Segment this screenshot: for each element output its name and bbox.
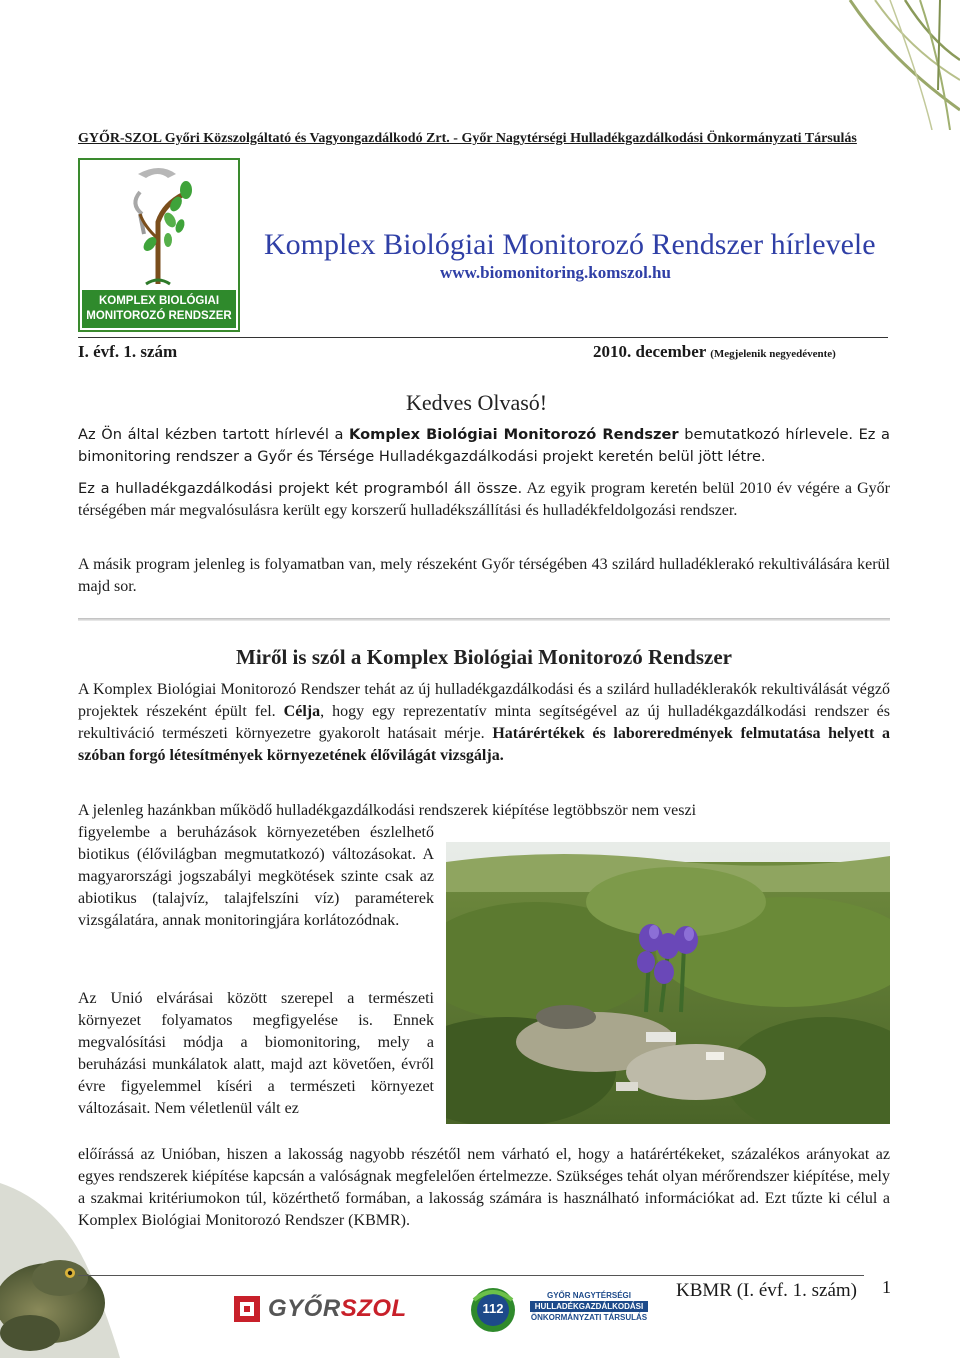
greeting: Kedves Olvasó!: [406, 390, 548, 415]
intro-paragraph-1: [78, 424, 890, 468]
section-paragraph-3-narrow: Az Unió elvárásai között szerepel a természeti környezet folyamatos megfigyelése is. Ennek megvalósítási módja a biomonitoring, mely a beruházási munkálatok alatt, majd azt követően, évről évre figyelemmel kíséri a természeti környezet változásait. Nem véletlenül vált ez: [78, 990, 434, 1117]
section-divider: [78, 618, 890, 621]
logo-line-2: MONITOROZÓ RENDSZER: [86, 310, 232, 322]
section-p1-text: A Komplex Biológiai Monitorozó Rendszer tehát az új hulladékgazdálkodási és a szilárd hulladéklerakók rekultiválását végző projektek részeként épült fel.: [78, 681, 890, 720]
section-paragraph-3-wide: előírássá az Unióban, hiszen a lakosság nagyobb részétől nem várható el, hogy a határértékeket, százalékos arányokat az egyes rendszerek kiépítése kapcsán a valóságnak megfelelően értelmezze. Szükséges tehát olyan mérőrendszer kiépítése, mely a szakmai kritériumokon túl, közérthető formában, a lakosság számára is használható információkat ad. Ezt tűzte ki célul a Komplex Biológiai Monitorozó Rendszer (KBMR).: [78, 1146, 890, 1229]
gyorszol-text-gyor: GYŐR: [268, 1295, 341, 1322]
footer-divider: [78, 1275, 864, 1276]
intro-p1-bold: Komplex Biológiai Monitorozó Rendszer: [349, 426, 679, 443]
section-paragraph-2-first-line: A jelenleg hazánkban működő hulladékgazdálkodási rendszerek kiépítése legtöbbször nem veszi: [78, 802, 697, 819]
section-p1-bold-end: Határértékek és laboreredmények felmutatása helyett a szóban forgó létesítmények környezetének élővilágát vizsgálja.: [78, 725, 890, 764]
intro-p2-lead: Ez a hulladékgazdálkodási projekt két programból áll össze.: [78, 480, 523, 497]
intro-p1-text: Az Ön által kézben tartott hírlevél a: [78, 426, 350, 443]
issue-frequency: (Megjelenik negyedévente): [710, 348, 836, 360]
gyorszol-logo-text: [268, 1295, 407, 1323]
intro-p2-text: Az egyik program keretén belül 2010 év végére a Győr térségében már megvalósulásra került egy korszerű hulladékszállítási és hulladékfeldolgozási rendszer.: [78, 480, 891, 519]
association-line-3: ÖNKORMÁNYZATI TÁRSULÁS: [530, 1313, 648, 1322]
section-paragraph-2: figyelembe a beruházások környezetében észlelhető biotikus (élővilágban megmutatkozó) változásokat. A magyarországi jogszabályi megkötések szinte csak az abiotikus (talajvíz, talajfelszíni víz) paraméterek vizsgálatára, annak monitoringjára korlátozódnak.: [78, 824, 434, 929]
issue-date: [593, 342, 836, 362]
association-badge-number: 112: [482, 1301, 504, 1316]
issue-divider: [78, 337, 888, 338]
issue-number: I. évf. 1. szám: [78, 342, 178, 361]
section-p1-bold-aim: Célja: [283, 703, 321, 720]
intro-p1-text-end: bemutatkozó hírlevele. Ez a bimonitoring rendszer a Győr és Térsége Hulladékgazdálkodási projekt keretén belül jött létre.: [78, 426, 890, 465]
landfill-iris-photo: [446, 842, 890, 1124]
association-logo-text: [530, 1290, 648, 1323]
gyorszol-text-szol: SZOL: [340, 1295, 407, 1322]
grass-corner-image: [820, 0, 960, 130]
tree-logo-icon: [110, 164, 210, 290]
association-line-1: GYŐR NAGYTÉRSÉGI: [546, 1291, 631, 1300]
page-number: 1: [882, 1277, 891, 1297]
section-p1-text-mid: , hogy egy reprezentatív minta segítségével az új hulladékgazdálkodási rendszer és rekultiváció természeti környezetre gyakorolt hatásait mérje.: [78, 703, 890, 742]
issue-date-text: 2010. december: [593, 342, 706, 361]
logo-line-1: KOMPLEX BIOLÓGIAI: [98, 295, 220, 307]
kbmr-logo: [78, 158, 240, 332]
section-paragraph-1: [78, 679, 890, 767]
association-line-2: HULLADÉKGAZDÁLKODÁSI: [530, 1301, 648, 1312]
newsletter-title: Komplex Biológiai Monitorozó Rendszer hírlevele: [264, 228, 876, 261]
organization-header: GYŐR-SZOL Győri Közszolgáltató és Vagyongazdálkodó Zrt. - Győr Nagytérségi Hulladékgazdálkodási Önkormányzati Társulás: [78, 131, 857, 146]
logo-banner: [82, 290, 236, 328]
intro-paragraph-2: [78, 478, 890, 522]
section-heading: Miről is szól a Komplex Biológiai Monitorozó Rendszer: [236, 645, 732, 669]
intro-paragraph-3: A másik program jelenleg is folyamatban van, mely részeként Győr térségében 43 szilárd hulladéklerakó rekultiválására kerül majd sor.: [78, 556, 890, 595]
website-link[interactable]: www.biomonitoring.komszol.hu: [440, 263, 671, 282]
footer-reference: KBMR (I. évf. 1. szám): [676, 1280, 857, 1301]
